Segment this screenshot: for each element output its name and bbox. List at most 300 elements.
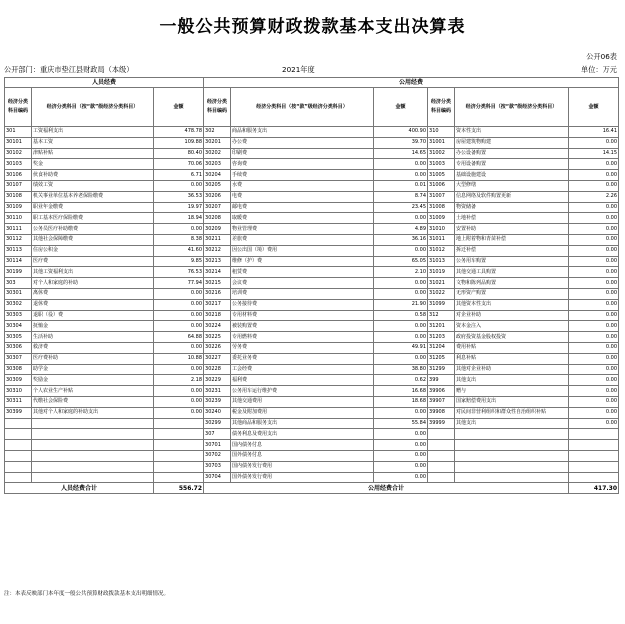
table-row (5, 461, 619, 472)
name-cell: 因公出国（境）费用 (231, 245, 374, 256)
name-cell: 资本性支出 (455, 127, 569, 138)
code-cell: 31099 (428, 299, 455, 310)
code-cell: 31011 (428, 234, 455, 245)
code-cell: 31009 (428, 213, 455, 224)
code-cell: 31205 (428, 353, 455, 364)
table-row (5, 267, 619, 278)
amount-cell: 8.74 (374, 191, 428, 202)
amount-cell: 0.00 (569, 245, 619, 256)
code-cell: 30228 (204, 364, 231, 375)
code-cell: 30213 (204, 256, 231, 267)
name-cell: 其他支出 (455, 418, 569, 429)
group-personnel-header: 人员经费 (5, 78, 204, 88)
name-cell: 对民间非营利组织和群众性自治组织补贴 (455, 407, 569, 418)
name-cell: 其他商品和服务支出 (231, 418, 374, 429)
name-cell: 租赁费 (231, 267, 374, 278)
name-cell: 印刷费 (231, 148, 374, 159)
code-cell: 31299 (428, 364, 455, 375)
table-row (5, 310, 619, 321)
name-cell: 商品和服务支出 (231, 127, 374, 138)
code-cell (428, 450, 455, 461)
name-cell: 物业管理费 (231, 224, 374, 235)
name-cell: 土地补偿 (455, 213, 569, 224)
name-cell: 住房公积金 (32, 245, 154, 256)
name-cell: 伙食补助费 (32, 170, 154, 181)
amount-cell (154, 461, 204, 472)
name-cell: 国外债务付息 (231, 450, 374, 461)
personnel-total-label: 人员经费合计 (5, 483, 154, 494)
code-cell: 30214 (204, 267, 231, 278)
amount-cell: 0.00 (569, 299, 619, 310)
name-cell: 委托业务费 (231, 353, 374, 364)
code-cell: 301 (5, 127, 32, 138)
group-public-header: 公用经费 (204, 78, 619, 88)
table-row (5, 364, 619, 375)
column-header-row (5, 88, 619, 127)
amount-cell: 0.00 (569, 170, 619, 181)
amount-cell: 0.00 (569, 267, 619, 278)
name-cell: 会议费 (231, 278, 374, 289)
code-cell (5, 461, 32, 472)
group-header-row (5, 78, 619, 88)
name-cell: 咨询费 (231, 159, 374, 170)
amount-cell: 14.15 (569, 148, 619, 159)
amount-cell: 0.00 (374, 407, 428, 418)
code-cell: 39907 (428, 396, 455, 407)
amount-cell: 41.60 (154, 245, 204, 256)
expenditure-table (4, 77, 619, 494)
amount-cell: 80.40 (154, 148, 204, 159)
name-cell: 其他交通工具购置 (455, 267, 569, 278)
table-row (5, 278, 619, 289)
name-cell: 水费 (231, 180, 374, 191)
name-cell: 退职（役）费 (32, 310, 154, 321)
col-header-code: 经济分类科目编码 (5, 88, 32, 127)
department-label: 公开部门：重庆市垫江县财政局（本级） (4, 65, 134, 74)
name-cell: 其他对个人和家庭的补助支出 (32, 407, 154, 418)
code-cell: 31201 (428, 321, 455, 332)
amount-cell (569, 461, 619, 472)
table-row (5, 332, 619, 343)
amount-cell: 0.00 (154, 407, 204, 418)
amount-cell: 2.10 (374, 267, 428, 278)
table-row (5, 148, 619, 159)
name-cell: 维修（护）费 (231, 256, 374, 267)
code-cell: 30108 (5, 191, 32, 202)
code-cell: 30399 (5, 407, 32, 418)
amount-cell (569, 450, 619, 461)
name-cell: 其他对企业补助 (455, 364, 569, 375)
table-row (5, 137, 619, 148)
amount-cell: 0.00 (374, 353, 428, 364)
amount-cell: 0.00 (374, 450, 428, 461)
amount-cell: 23.45 (374, 202, 428, 213)
name-cell: 国家赔偿费用支出 (455, 396, 569, 407)
table-row (5, 386, 619, 397)
table-row (5, 234, 619, 245)
code-cell: 30209 (204, 224, 231, 235)
name-cell: 其他资本性支出 (455, 299, 569, 310)
amount-cell: 109.88 (154, 137, 204, 148)
code-cell: 30202 (204, 148, 231, 159)
col-header-amount: 金额 (374, 88, 428, 127)
amount-cell: 400.90 (374, 127, 428, 138)
amount-cell (154, 450, 204, 461)
name-cell: 大型修缮 (455, 180, 569, 191)
table-row (5, 127, 619, 138)
amount-cell: 0.00 (374, 472, 428, 483)
code-cell: 39908 (428, 407, 455, 418)
page-title: 一般公共预算财政拨款基本支出决算表 (159, 17, 466, 37)
table-row (5, 256, 619, 267)
name-cell: 无形资产购置 (455, 288, 569, 299)
amount-cell: 0.00 (154, 396, 204, 407)
code-cell: 30305 (5, 332, 32, 343)
amount-cell: 0.00 (569, 213, 619, 224)
name-cell: 国外债务发行费用 (231, 472, 374, 483)
amount-cell: 0.00 (569, 332, 619, 343)
table-row (5, 396, 619, 407)
code-cell: 30299 (204, 418, 231, 429)
code-cell: 31006 (428, 180, 455, 191)
amount-cell (569, 429, 619, 440)
amount-cell: 18.94 (154, 213, 204, 224)
amount-cell: 0.00 (154, 299, 204, 310)
name-cell (32, 472, 154, 483)
name-cell: 劳务费 (231, 342, 374, 353)
code-cell (428, 440, 455, 451)
amount-cell: 77.94 (154, 278, 204, 289)
amount-cell: 0.00 (154, 310, 204, 321)
table-row (5, 472, 619, 483)
table-row (5, 375, 619, 386)
amount-cell: 0.00 (374, 170, 428, 181)
code-cell: 30218 (204, 310, 231, 321)
code-cell: 31203 (428, 332, 455, 343)
public-total-label: 公用经费合计 (204, 483, 569, 494)
name-cell: 津贴补贴 (32, 148, 154, 159)
code-cell: 31005 (428, 170, 455, 181)
name-cell: 奖金 (32, 159, 154, 170)
name-cell (455, 461, 569, 472)
unit-label: 单位：万元 (581, 65, 617, 74)
name-cell (32, 418, 154, 429)
name-cell: 信息网络及软件购置更新 (455, 191, 569, 202)
amount-cell: 0.00 (569, 353, 619, 364)
name-cell: 退休费 (32, 299, 154, 310)
name-cell: 离休费 (32, 288, 154, 299)
amount-cell: 0.00 (569, 278, 619, 289)
name-cell: 专用设备购置 (455, 159, 569, 170)
code-cell: 30308 (5, 364, 32, 375)
amount-cell: 0.00 (374, 278, 428, 289)
name-cell: 专用燃料费 (231, 332, 374, 343)
name-cell: 赠与 (455, 386, 569, 397)
code-cell (5, 418, 32, 429)
amount-cell: 0.00 (154, 224, 204, 235)
code-cell: 30201 (204, 137, 231, 148)
amount-cell: 0.00 (569, 159, 619, 170)
name-cell: 利息补贴 (455, 353, 569, 364)
code-cell: 31007 (428, 191, 455, 202)
amount-cell: 0.00 (569, 288, 619, 299)
name-cell: 培训费 (231, 288, 374, 299)
amount-cell: 0.00 (569, 364, 619, 375)
amount-cell: 38.80 (374, 364, 428, 375)
amount-cell: 2.26 (569, 191, 619, 202)
name-cell: 其他工资福利支出 (32, 267, 154, 278)
name-cell: 税金及附加费用 (231, 407, 374, 418)
code-cell: 31021 (428, 278, 455, 289)
table-row (5, 180, 619, 191)
amount-cell: 0.00 (374, 245, 428, 256)
name-cell: 国内债务付息 (231, 440, 374, 451)
code-cell (5, 450, 32, 461)
name-cell: 差旅费 (231, 234, 374, 245)
amount-cell: 0.00 (569, 321, 619, 332)
name-cell: 文物和陈列品购置 (455, 278, 569, 289)
name-cell: 公务员医疗补助缴费 (32, 224, 154, 235)
amount-cell: 0.00 (569, 342, 619, 353)
name-cell: 对个人和家庭的补助 (32, 278, 154, 289)
table-row (5, 288, 619, 299)
name-cell: 公务用车运行维护费 (231, 386, 374, 397)
amount-cell: 65.05 (374, 256, 428, 267)
name-cell (32, 440, 154, 451)
amount-cell: 0.01 (374, 180, 428, 191)
code-cell: 31002 (428, 148, 455, 159)
name-cell: 机关事业单位基本养老保险缴费 (32, 191, 154, 202)
name-cell (455, 429, 569, 440)
amount-cell (154, 429, 204, 440)
table-note: 注：本表反映部门本年度一般公共预算财政拨款基本支出明细情况。 (4, 591, 170, 597)
table-row (5, 299, 619, 310)
code-cell: 30112 (5, 234, 32, 245)
code-cell (5, 429, 32, 440)
amount-cell: 0.00 (374, 440, 428, 451)
code-cell: 310 (428, 127, 455, 138)
col-header-name: 经济分类科目（按“款”级经济分类科目） (231, 88, 374, 127)
amount-cell: 21.90 (374, 299, 428, 310)
amount-cell (569, 472, 619, 483)
amount-cell: 2.18 (154, 375, 204, 386)
table-row (5, 159, 619, 170)
name-cell: 被装购置费 (231, 321, 374, 332)
name-cell (32, 461, 154, 472)
name-cell: 生活补助 (32, 332, 154, 343)
name-cell: 拆迁补偿 (455, 245, 569, 256)
name-cell: 邮电费 (231, 202, 374, 213)
code-cell: 30304 (5, 321, 32, 332)
amount-cell: 0.00 (569, 386, 619, 397)
code-cell: 30211 (204, 234, 231, 245)
amount-cell: 55.84 (374, 418, 428, 429)
name-cell: 电费 (231, 191, 374, 202)
table-row (5, 224, 619, 235)
name-cell: 对企业补助 (455, 310, 569, 321)
name-cell (32, 429, 154, 440)
table-row (5, 429, 619, 440)
code-cell: 30101 (5, 137, 32, 148)
name-cell: 公务接待费 (231, 299, 374, 310)
amount-cell: 0.00 (154, 342, 204, 353)
col-header-amount: 金额 (154, 88, 204, 127)
name-cell: 基础设施建设 (455, 170, 569, 181)
name-cell (32, 450, 154, 461)
code-cell: 31008 (428, 202, 455, 213)
amount-cell: 49.91 (374, 342, 428, 353)
amount-cell: 64.88 (154, 332, 204, 343)
code-cell (5, 440, 32, 451)
code-cell: 30207 (204, 202, 231, 213)
col-header-code: 经济分类科目编码 (204, 88, 231, 127)
amount-cell: 16.68 (374, 386, 428, 397)
amount-cell: 0.00 (154, 288, 204, 299)
table-row (5, 450, 619, 461)
code-cell: 30701 (204, 440, 231, 451)
name-cell: 房屋建筑物购建 (455, 137, 569, 148)
table-row (5, 191, 619, 202)
code-cell: 30231 (204, 386, 231, 397)
name-cell: 救济费 (32, 342, 154, 353)
code-cell: 31012 (428, 245, 455, 256)
code-cell: 31003 (428, 159, 455, 170)
amount-cell: 0.00 (154, 321, 204, 332)
amount-cell: 10.88 (154, 353, 204, 364)
name-cell: 绩效工资 (32, 180, 154, 191)
name-cell: 国内债务发行费用 (231, 461, 374, 472)
amount-cell: 0.00 (374, 213, 428, 224)
amount-cell: 0.00 (374, 159, 428, 170)
name-cell: 抚恤金 (32, 321, 154, 332)
amount-cell: 0.00 (569, 407, 619, 418)
amount-cell: 0.62 (374, 375, 428, 386)
name-cell (455, 450, 569, 461)
code-cell: 312 (428, 310, 455, 321)
code-cell: 31010 (428, 224, 455, 235)
amount-cell: 0.00 (569, 396, 619, 407)
amount-cell: 0.00 (569, 256, 619, 267)
code-cell: 30303 (5, 310, 32, 321)
amount-cell: 6.71 (154, 170, 204, 181)
code-cell: 30110 (5, 213, 32, 224)
amount-cell: 0.00 (374, 288, 428, 299)
name-cell: 工资福利支出 (32, 127, 154, 138)
name-cell: 手续费 (231, 170, 374, 181)
amount-cell: 0.00 (374, 461, 428, 472)
code-cell: 30309 (5, 375, 32, 386)
name-cell: 资本金注入 (455, 321, 569, 332)
code-cell: 399 (428, 375, 455, 386)
code-cell: 30224 (204, 321, 231, 332)
name-cell: 物资储备 (455, 202, 569, 213)
amount-cell: 70.06 (154, 159, 204, 170)
code-cell: 30206 (204, 191, 231, 202)
amount-cell: 0.00 (569, 310, 619, 321)
name-cell: 政府投资基金股权投资 (455, 332, 569, 343)
code-cell: 31022 (428, 288, 455, 299)
name-cell: 债务利息及费用支出 (231, 429, 374, 440)
amount-cell: 0.00 (154, 364, 204, 375)
col-header-name: 经济分类科目（按“款”级经济分类科目） (32, 88, 154, 127)
code-cell: 30106 (5, 170, 32, 181)
code-cell: 30310 (5, 386, 32, 397)
amount-cell: 18.68 (374, 396, 428, 407)
amount-cell: 0.58 (374, 310, 428, 321)
amount-cell: 0.00 (569, 224, 619, 235)
name-cell: 其他交通费用 (231, 396, 374, 407)
public-total-value: 417.30 (569, 483, 619, 494)
table-row (5, 321, 619, 332)
table-row (5, 213, 619, 224)
table-row (5, 245, 619, 256)
amount-cell: 76.53 (154, 267, 204, 278)
amount-cell: 0.00 (374, 332, 428, 343)
name-cell: 专用材料费 (231, 310, 374, 321)
amount-cell: 9.85 (154, 256, 204, 267)
name-cell: 奖励金 (32, 375, 154, 386)
name-cell: 个人农业生产补贴 (32, 386, 154, 397)
amount-cell: 0.00 (569, 375, 619, 386)
code-cell: 31019 (428, 267, 455, 278)
name-cell: 基本工资 (32, 137, 154, 148)
code-cell: 30212 (204, 245, 231, 256)
name-cell: 福利费 (231, 375, 374, 386)
code-cell: 30225 (204, 332, 231, 343)
amount-cell: 19.97 (154, 202, 204, 213)
personnel-total-value: 556.72 (154, 483, 204, 494)
name-cell: 助学金 (32, 364, 154, 375)
table-row (5, 407, 619, 418)
code-cell: 30301 (5, 288, 32, 299)
code-cell: 30704 (204, 472, 231, 483)
amount-cell: 0.00 (374, 429, 428, 440)
code-cell (428, 461, 455, 472)
code-cell: 39999 (428, 418, 455, 429)
code-cell: 30239 (204, 396, 231, 407)
name-cell (455, 472, 569, 483)
amount-cell: 0.00 (154, 386, 204, 397)
code-cell: 30311 (5, 396, 32, 407)
amount-cell: 0.00 (569, 202, 619, 213)
table-row (5, 342, 619, 353)
col-header-name: 经济分类科目（按“款”级经济分类科目） (455, 88, 569, 127)
name-cell (455, 440, 569, 451)
code-cell: 302 (204, 127, 231, 138)
code-cell (428, 429, 455, 440)
name-cell: 其他支出 (455, 375, 569, 386)
name-cell: 地上附着物和青苗补偿 (455, 234, 569, 245)
code-cell: 30703 (204, 461, 231, 472)
amount-cell (154, 418, 204, 429)
amount-cell: 39.70 (374, 137, 428, 148)
amount-cell: 16.41 (569, 127, 619, 138)
name-cell: 医疗费补助 (32, 353, 154, 364)
amount-cell (569, 440, 619, 451)
code-cell: 30307 (5, 353, 32, 364)
table-row (5, 418, 619, 429)
code-cell: 30114 (5, 256, 32, 267)
code-cell: 30215 (204, 278, 231, 289)
code-cell: 303 (5, 278, 32, 289)
code-cell: 30306 (5, 342, 32, 353)
table-row (5, 353, 619, 364)
code-cell: 30107 (5, 180, 32, 191)
code-cell: 30111 (5, 224, 32, 235)
name-cell: 职业年金缴费 (32, 202, 154, 213)
amount-cell: 478.78 (154, 127, 204, 138)
name-cell: 代缴社会保险费 (32, 396, 154, 407)
